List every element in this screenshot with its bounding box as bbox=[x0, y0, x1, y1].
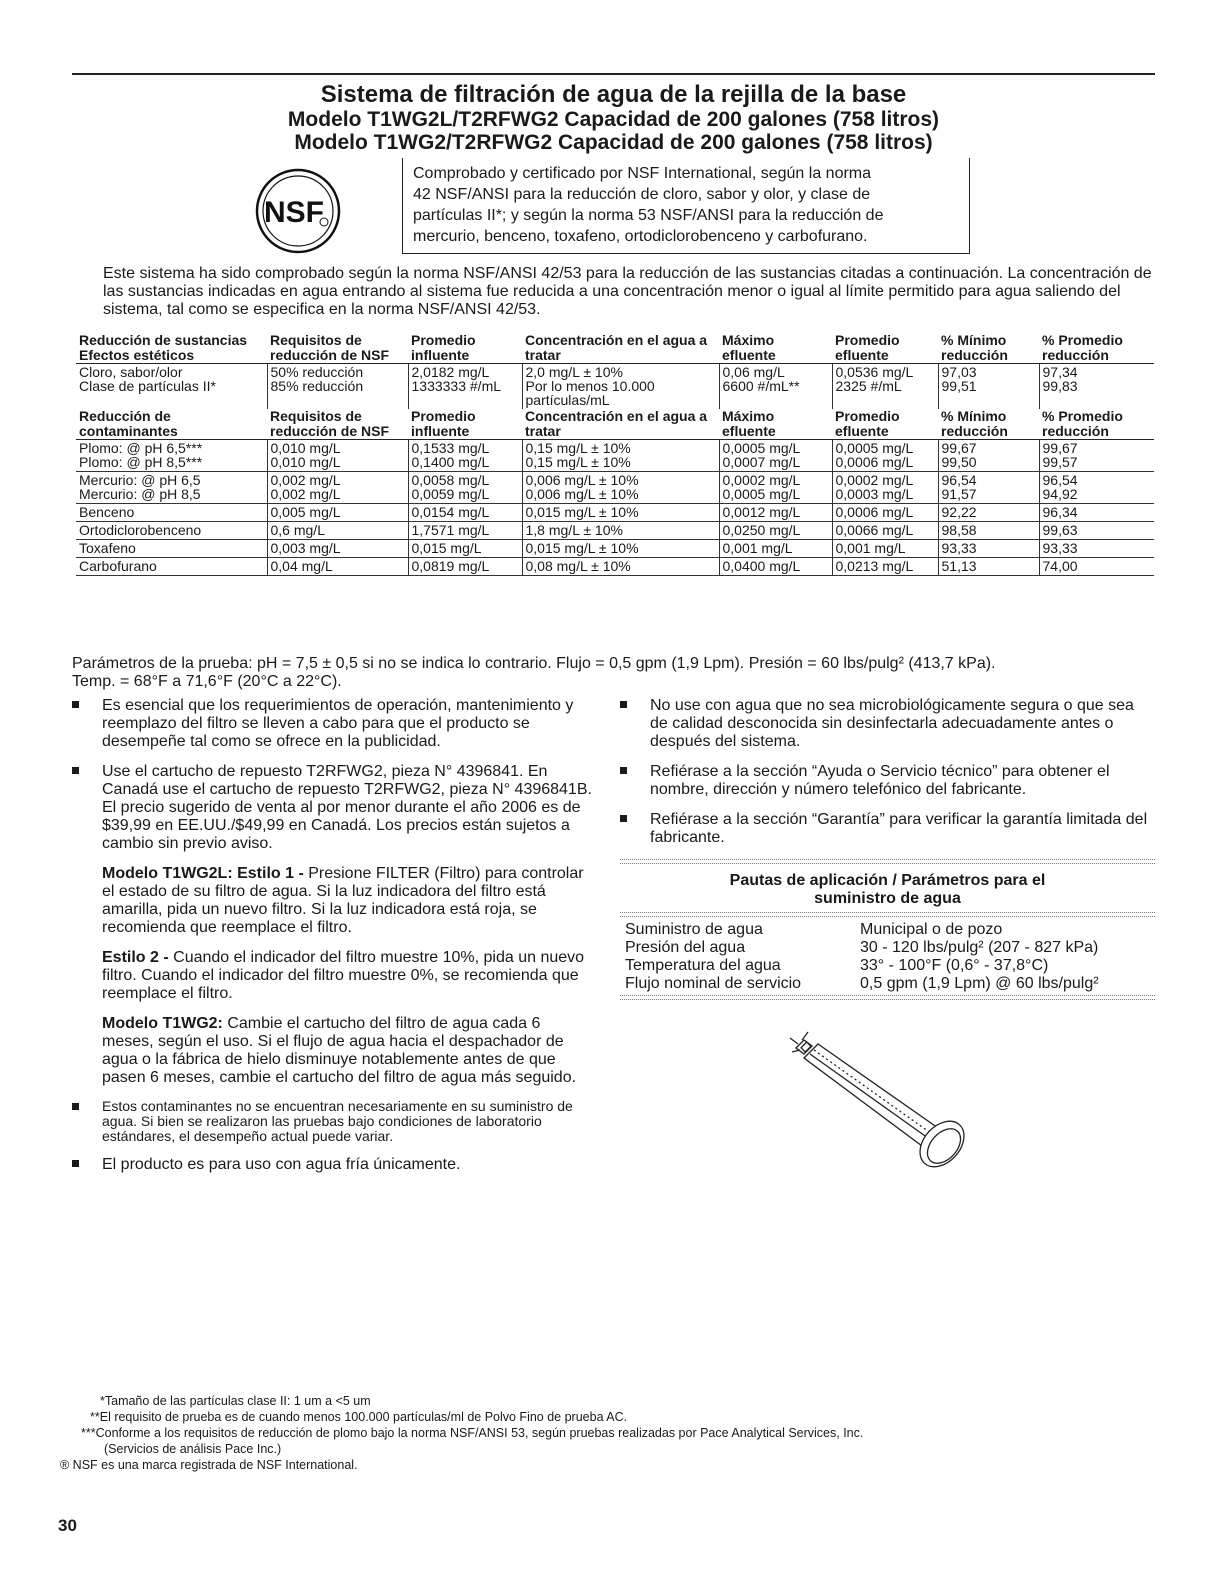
paragraph-lead: Modelo T1WG2: bbox=[102, 1015, 223, 1032]
model-subtitle-2: Modelo T1WG2/T2RFWG2 Capacidad de 200 galones (758 litros) bbox=[294, 131, 933, 154]
table-cell: 0,0066 mg/L bbox=[832, 522, 938, 540]
paragraph-text: Presione FILTER (Filtro) para controlar el estado de su filtro de agua. Si la luz indicadora del filtro está amarilla, pida un nuevo filtro. Si la luz indicadora está roja, se recomienda que reemplace el filtro. bbox=[102, 865, 584, 936]
column-header: Requisitos de reducción de NSF bbox=[270, 408, 390, 439]
column-header: % Mínimo reducción bbox=[941, 408, 1008, 439]
guideline-label: Temperatura del agua bbox=[625, 957, 781, 974]
table-cell: 96,54 91,57 bbox=[938, 472, 1039, 504]
table-cell: 97,03 99,51 bbox=[938, 364, 1039, 410]
column-header: Concentración en el agua a tratar bbox=[525, 408, 708, 439]
test-params-line: Parámetros de la prueba: pH = 7,5 ± 0,5 si no se indica lo contrario. Flujo = 0,5 gpm (1,9 Lpm). Presión = 60 lbs/pulg² (413,7 kPa). bbox=[72, 655, 996, 672]
table-cell: Toxafeno bbox=[76, 540, 267, 558]
table-cell: 0,015 mg/L ± 10% bbox=[522, 504, 719, 522]
table-cell: 0,0012 mg/L bbox=[719, 504, 832, 522]
logo-text: NSF bbox=[264, 196, 324, 229]
table-cell: 0,0819 mg/L bbox=[408, 558, 522, 576]
test-params-line: Temp. = 68°F a 71,6°F (20°C a 22°C). bbox=[72, 673, 342, 690]
bullet-square-icon bbox=[72, 1160, 79, 1167]
table-cell: Ortodiclorobenceno bbox=[76, 522, 267, 540]
guideline-label: Flujo nominal de servicio bbox=[625, 975, 802, 992]
dotted-divider bbox=[620, 995, 1155, 1000]
table-cell: 1,8 mg/L ± 10% bbox=[522, 522, 719, 540]
table-header-row bbox=[76, 333, 1154, 364]
table-cell: Mercurio: @ pH 6,5 Mercurio: @ pH 8,5 bbox=[76, 472, 267, 504]
right-column bbox=[620, 697, 1155, 1000]
table-cell: Plomo: @ pH 6,5*** Plomo: @ pH 8,5*** bbox=[76, 440, 267, 472]
bullet-item bbox=[72, 1099, 592, 1144]
table-cell: 0,001 mg/L bbox=[719, 540, 832, 558]
nsf-logo-icon bbox=[254, 167, 342, 255]
table-cell: 0,0250 mg/L bbox=[719, 522, 832, 540]
table-cell: Benceno bbox=[76, 504, 267, 522]
bullet-text: El producto es para uso con agua fría únicamente. bbox=[102, 1156, 461, 1173]
bullet-square-icon bbox=[72, 1103, 79, 1110]
page-title: Sistema de filtración de agua de la rejilla de la base bbox=[320, 81, 907, 108]
table-cell: 0,001 mg/L bbox=[832, 540, 938, 558]
table-cell: 0,0005 mg/L 0,0006 mg/L bbox=[832, 440, 938, 472]
bullet-text: No use con agua que no sea microbiológicamente segura o que sea de calidad desconocida sin desinfectarla adecuadamente antes o después del sistema. bbox=[650, 697, 1134, 750]
bullet-square-icon bbox=[72, 767, 79, 774]
table-cell: 51,13 bbox=[938, 558, 1039, 576]
guidelines-table bbox=[620, 921, 1155, 993]
dotted-divider bbox=[620, 912, 1155, 917]
table-cell: 99,63 bbox=[1039, 522, 1154, 540]
page-number: 30 bbox=[58, 1516, 77, 1535]
bullet-text: Es esencial que los requerimientos de operación, mantenimiento y reemplazo del filtro se lleven a cabo para que el producto se desempeñe tal como se ofrece en la publicidad. bbox=[102, 697, 574, 750]
guideline-row bbox=[620, 921, 1155, 939]
table-row bbox=[76, 364, 1154, 410]
bullet-text: Refiérase a la sección “Garantía” para verificar la garantía limitada del fabricante. bbox=[650, 811, 1148, 846]
model-t1wg2l-paragraph bbox=[72, 865, 592, 937]
footnote: **El requisito de prueba es de cuando menos 100.000 partículas/ml de Polvo Fino de prueba AC. bbox=[90, 1410, 628, 1424]
intro-paragraph: Este sistema ha sido comprobado según la norma NSF/ANSI 42/53 para la reducción de las sustancias citadas a continuación. La concentración de las sustancias indicadas en agua entrando al sistema fue reducida a una concentración menor o igual al límite permitido para agua saliendo del sistema, tal como se especifica en la norma NSF/ANSI 42/53. bbox=[103, 265, 1152, 318]
footnote: (Servicios de análisis Pace Inc.) bbox=[104, 1442, 282, 1456]
guideline-value: 0,5 gpm (1,9 Lpm) @ 60 lbs/pulg² bbox=[860, 975, 1099, 992]
guideline-row bbox=[620, 975, 1155, 993]
column-header: Promedio influente bbox=[411, 332, 476, 363]
paragraph-text: Cambie el cartucho del filtro de agua cada 6 meses, según el uso. Si el flujo de agua hacia el despachador de agua o la fábrica de hielo disminuye notablemente antes de que pasen 6 meses, cambie el cartucho del filtro de agua más seguido. bbox=[102, 1015, 577, 1086]
table-cell: 0,0400 mg/L bbox=[719, 558, 832, 576]
top-rule bbox=[72, 73, 1155, 75]
table-cell: 0,002 mg/L 0,002 mg/L bbox=[267, 472, 408, 504]
guideline-row bbox=[620, 957, 1155, 975]
cert-line: partículas II*; y según la norma 53 NSF/ANSI para la reducción de bbox=[413, 207, 884, 224]
table-row bbox=[76, 522, 1154, 540]
water-filter-cartridge-icon bbox=[782, 1028, 982, 1178]
bullet-item bbox=[620, 811, 1155, 847]
paragraph-lead: Estilo 2 - bbox=[102, 949, 169, 966]
left-column bbox=[72, 697, 592, 1186]
table-header-row bbox=[76, 409, 1154, 440]
table-cell: 0,06 mg/L 6600 #/mL** bbox=[719, 364, 832, 410]
column-header: % Mínimo reducción bbox=[941, 332, 1008, 363]
model-subtitle-1: Modelo T1WG2L/T2RFWG2 Capacidad de 200 galones (758 litros) bbox=[287, 108, 940, 131]
table-cell: 0,015 mg/L ± 10% bbox=[522, 540, 719, 558]
bullet-text: Use el cartucho de repuesto T2RFWG2, pieza N° 4396841. En Canadá use el cartucho de repuesto T2RFWG2, pieza N° 4396841B. El precio sugerido de venta al por menor durante el año 2006 es de $39,99 en EE.UU./$49,99 en Canadá. Los precios están sujetos a cambio sin previo aviso. bbox=[102, 763, 592, 852]
table-cell: Cloro, sabor/olor Clase de partículas II* bbox=[76, 364, 267, 410]
column-header: % Promedio reducción bbox=[1042, 332, 1123, 363]
table-cell: 2,0 mg/L ± 10% Por lo menos 10.000 partículas/mL bbox=[522, 364, 719, 410]
table-cell: 97,34 99,83 bbox=[1039, 364, 1154, 410]
paragraph-text: Cuando el indicador del filtro muestre 10%, pida un nuevo filtro. Cuando el indicador del filtro muestre 0%, se recomienda que reemplace el filtro. bbox=[102, 949, 585, 1002]
table-cell: 93,33 bbox=[1039, 540, 1154, 558]
table-cell: 50% reducción 85% reducción bbox=[267, 364, 408, 410]
table-cell: 0,015 mg/L bbox=[408, 540, 522, 558]
table-row bbox=[76, 472, 1154, 504]
table-cell: 0,08 mg/L ± 10% bbox=[522, 558, 719, 576]
table-cell: 0,0536 mg/L 2325 #/mL bbox=[832, 364, 938, 410]
footnote: ® NSF es una marca registrada de NSF International. bbox=[60, 1458, 358, 1472]
column-header: Promedio efluente bbox=[835, 332, 900, 363]
table-cell: 96,34 bbox=[1039, 504, 1154, 522]
performance-table bbox=[76, 333, 1154, 576]
column-header: Reducción de sustancias Efectos estéticos bbox=[79, 332, 248, 363]
table-cell: 74,00 bbox=[1039, 558, 1154, 576]
table-cell: 96,54 94,92 bbox=[1039, 472, 1154, 504]
guideline-value: Municipal o de pozo bbox=[860, 921, 1003, 938]
table-cell: 0,010 mg/L 0,010 mg/L bbox=[267, 440, 408, 472]
bullet-item bbox=[72, 763, 592, 853]
table-cell: 0,0005 mg/L 0,0007 mg/L bbox=[719, 440, 832, 472]
table-cell: 98,58 bbox=[938, 522, 1039, 540]
test-parameters bbox=[72, 655, 1152, 691]
certification-box bbox=[402, 158, 970, 254]
bullet-square-icon bbox=[620, 767, 627, 774]
table-cell: 99,67 99,50 bbox=[938, 440, 1039, 472]
bullet-item bbox=[620, 697, 1155, 751]
table-row bbox=[76, 540, 1154, 558]
footnote: ***Conforme a los requisitos de reducción de plomo bajo la norma NSF/ANSI 53, según pruebas realizadas por Pace Analytical Services, Inc. bbox=[81, 1426, 864, 1440]
table-cell: 0,1533 mg/L 0,1400 mg/L bbox=[408, 440, 522, 472]
title-block bbox=[72, 82, 1155, 154]
bullet-item bbox=[620, 763, 1155, 799]
dotted-divider bbox=[620, 859, 1155, 864]
table-cell: 99,67 99,57 bbox=[1039, 440, 1154, 472]
table-cell: 0,0002 mg/L 0,0005 mg/L bbox=[719, 472, 832, 504]
column-header: Máximo efluente bbox=[722, 408, 776, 439]
table-cell: 0,0213 mg/L bbox=[832, 558, 938, 576]
table-cell: 0,0154 mg/L bbox=[408, 504, 522, 522]
column-header: Concentración en el agua a tratar bbox=[525, 332, 708, 363]
guideline-row bbox=[620, 939, 1155, 957]
table-row bbox=[76, 504, 1154, 522]
column-header: Requisitos de reducción de NSF bbox=[270, 332, 390, 363]
guideline-label: Presión del agua bbox=[625, 939, 746, 956]
table-cell: Carbofurano bbox=[76, 558, 267, 576]
table-cell: 0,15 mg/L ± 10% 0,15 mg/L ± 10% bbox=[522, 440, 719, 472]
paragraph-lead: Modelo T1WG2L: Estilo 1 - bbox=[102, 865, 304, 882]
footnotes bbox=[60, 1393, 1160, 1473]
table-cell: 0,6 mg/L bbox=[267, 522, 408, 540]
guideline-value: 33° - 100°F (0,6° - 37,8°C) bbox=[860, 957, 1049, 974]
cert-line: mercurio, benceno, toxafeno, ortodiclorobenceno y carbofurano. bbox=[413, 228, 868, 245]
bullet-text: Refiérase a la sección “Ayuda o Servicio técnico” para obtener el nombre, dirección y número telefónico del fabricante. bbox=[650, 763, 1110, 798]
bullet-item bbox=[72, 1156, 592, 1174]
guideline-value: 30 - 120 lbs/pulg² (207 - 827 kPa) bbox=[860, 939, 1099, 956]
guidelines-title-line: suministro de agua bbox=[814, 890, 961, 907]
footnote: *Tamaño de las partículas clase II: 1 um a <5 um bbox=[100, 1394, 371, 1408]
guidelines-title bbox=[620, 872, 1155, 908]
column-header: Reducción de contaminantes bbox=[79, 408, 178, 439]
style-2-paragraph bbox=[72, 949, 592, 1003]
bullet-text: Estos contaminantes no se encuentran necesariamente en su suministro de agua. Si bien se realizaron las pruebas bajo condiciones de laboratorio estándares, el desempeño actual puede variar. bbox=[102, 1098, 573, 1144]
bullet-item bbox=[72, 697, 592, 751]
table-cell: 2,0182 mg/L 1333333 #/mL bbox=[408, 364, 522, 410]
bullet-square-icon bbox=[72, 701, 79, 708]
table-cell: 92,22 bbox=[938, 504, 1039, 522]
guideline-label: Suministro de agua bbox=[625, 921, 763, 938]
column-header: Promedio influente bbox=[411, 408, 476, 439]
table-row bbox=[76, 440, 1154, 472]
table-cell: 0,0058 mg/L 0,0059 mg/L bbox=[408, 472, 522, 504]
table-cell: 0,006 mg/L ± 10% 0,006 mg/L ± 10% bbox=[522, 472, 719, 504]
table-cell: 1,7571 mg/L bbox=[408, 522, 522, 540]
table-cell: 0,0002 mg/L 0,0003 mg/L bbox=[832, 472, 938, 504]
table-cell: 0,04 mg/L bbox=[267, 558, 408, 576]
table-cell: 0,0006 mg/L bbox=[832, 504, 938, 522]
bullet-square-icon bbox=[620, 815, 627, 822]
table-cell: 0,003 mg/L bbox=[267, 540, 408, 558]
column-header: Máximo efluente bbox=[722, 332, 776, 363]
column-header: % Promedio reducción bbox=[1042, 408, 1123, 439]
cert-line: 42 NSF/ANSI para la reducción de cloro, sabor y olor, y clase de bbox=[413, 186, 871, 203]
guidelines-title-line: Pautas de aplicación / Parámetros para el bbox=[729, 872, 1046, 889]
bullet-square-icon bbox=[620, 701, 627, 708]
table-row bbox=[76, 558, 1154, 576]
table-cell: 0,005 mg/L bbox=[267, 504, 408, 522]
table-cell: 93,33 bbox=[938, 540, 1039, 558]
model-t1wg2-paragraph bbox=[72, 1015, 592, 1087]
cert-line: Comprobado y certificado por NSF International, según la norma bbox=[413, 165, 872, 182]
column-header: Promedio efluente bbox=[835, 408, 900, 439]
